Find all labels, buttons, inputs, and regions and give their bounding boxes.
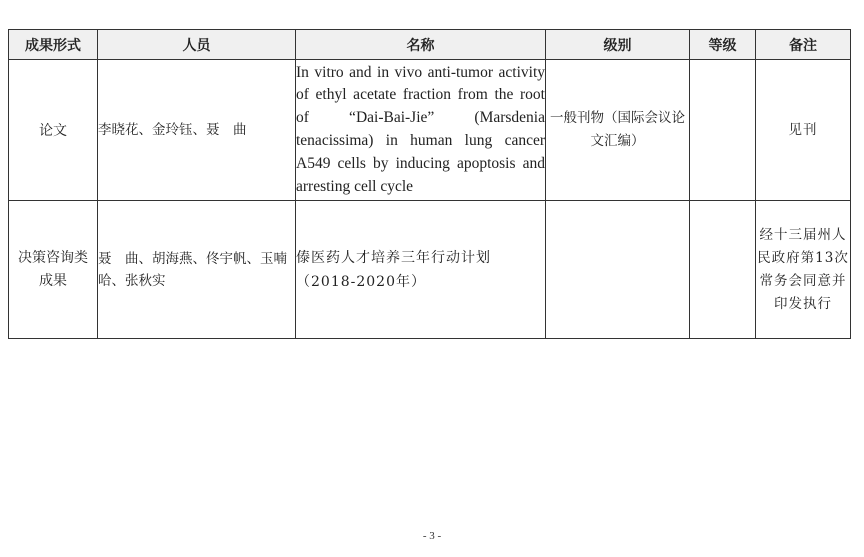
table-row xyxy=(9,60,851,201)
cell-name: 傣医药人才培养三年行动计划（2018-2020年） xyxy=(296,201,546,339)
header-name: 名称 xyxy=(296,30,546,60)
cell-form: 决策咨询类成果 xyxy=(9,201,98,339)
header-level: 级别 xyxy=(546,30,690,60)
table-header-row xyxy=(9,30,851,60)
cell-grade xyxy=(690,60,756,201)
cell-people: 聂 曲、胡海燕、佟宇帆、玉喃哈、张秋实 xyxy=(98,201,296,339)
achievements-table xyxy=(8,29,851,339)
header-form: 成果形式 xyxy=(9,30,98,60)
cell-grade xyxy=(690,201,756,339)
header-grade: 等级 xyxy=(690,30,756,60)
cell-note: 见刊 xyxy=(756,60,851,201)
page-number: - 3 - xyxy=(422,530,442,542)
cell-name: In vitro and in vivo anti-tumor activity of ethyl acetate fraction from the root of “Dai-Bai-Jie” (Marsdenia tenacissima) in human lung cancer A549 cells by inducing apoptosis and arresting cell cycle xyxy=(296,60,546,201)
cell-level: 一般刊物（国际会议论文汇编） xyxy=(546,60,690,201)
cell-level xyxy=(546,201,690,339)
cell-people: 李晓花、金玲钰、聂 曲 xyxy=(98,60,296,201)
header-people: 人员 xyxy=(98,30,296,60)
cell-form: 论文 xyxy=(9,60,98,201)
cell-note: 经十三届州人民政府第13次常务会同意并印发执行 xyxy=(756,201,851,339)
table-row xyxy=(9,201,851,339)
header-note: 备注 xyxy=(756,30,851,60)
